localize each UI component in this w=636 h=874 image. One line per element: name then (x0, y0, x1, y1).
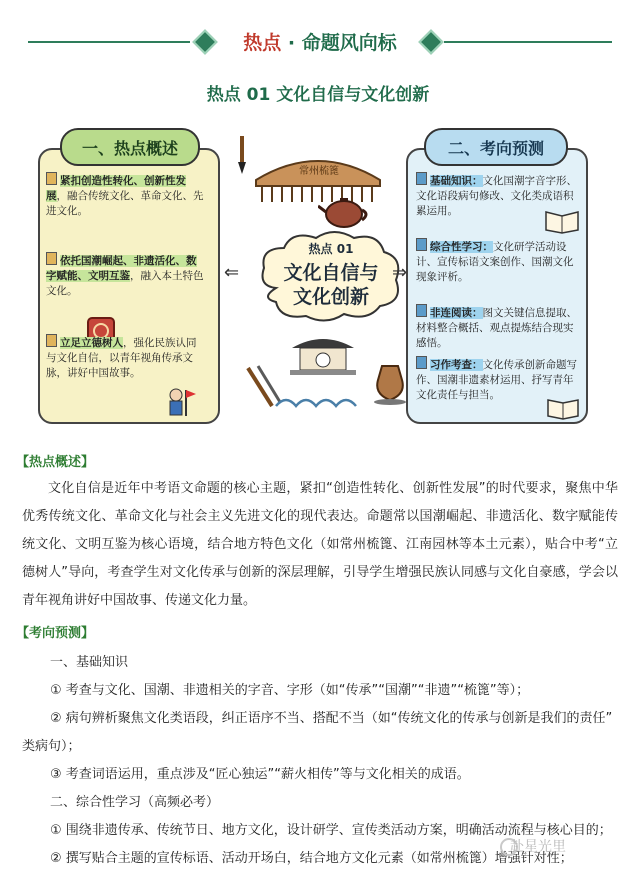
overview-item-3-text: ，强化民族认同与文化自信，以青年视角传承文脉，讲好中国故事。 (46, 337, 197, 379)
book-icon (544, 208, 580, 234)
forecast-item-3 (416, 304, 582, 351)
forecast-section-heading: 【考向预测】 (16, 626, 95, 641)
comb-caption: 常州梳篦 (299, 166, 339, 177)
arrow-right-icon: ⇒ (392, 262, 408, 283)
overview-paragraph: 文化自信是近年中考语文命题的核心主题，紧扣“创造性转化、创新性发展”的时代要求，聚焦中华优秀传统文化、革命文化与社会主义先进文化的现代表达。命题常以国潮崛起、非遗活化、数字赋能传统文化、文明互鉴为核心语境，结合地方特色文化（如常州梳篦、江南园林等本土元素），贴合中考“立德树人”导向，考查学生对文化传承与创新的深层理解，引导学生增强民族认同感与文化自豪感，学会以青年视角讲好中国故事、传递文化力量。 (22, 481, 618, 608)
forecast-item-4-text: 文化传承创新命题写作、国潮非遗素材运用、抒写青年文化责任与担当。 (416, 359, 577, 401)
scroll-icon (46, 172, 57, 185)
center-label-line2: 文化创新 (292, 286, 369, 308)
page-title (220, 28, 420, 55)
title-sep: · (287, 32, 296, 54)
center-label-line1: 文化自信与 (283, 262, 379, 284)
brush-icon (232, 134, 252, 174)
center-label-small: 热点 01 (308, 242, 354, 256)
forecast-item-2-highlight: 综合性学习： (430, 241, 493, 253)
overview-item-2-highlight: 依托国潮崛起、非遗活化、数字赋能、文明互鉴 (46, 255, 197, 282)
forecast-item-4-highlight: 习作考查： (430, 359, 483, 371)
overview-item-3 (46, 334, 206, 381)
drop-bullet-icon (416, 172, 427, 185)
overview-section-heading: 【热点概述】 (16, 455, 95, 470)
forecast-item-2 (416, 238, 582, 285)
forecast-basic-item-1: ① 考查与文化、国潮、非遗相关的字音、字形（如“传承”“国潮”“非遗”“梳篦”等）； (50, 683, 530, 698)
forecast-item-3-highlight: 非连阅读： (430, 307, 483, 319)
diamond-ornament-right-icon (418, 29, 443, 54)
arrow-left-icon: ⇐ (224, 262, 240, 283)
overview-item-1-text: ，融合传统文化、革命文化、先进文化。 (46, 190, 204, 217)
overview-item-1-highlight: 紧扣创造性转化、创新性发展 (46, 175, 186, 202)
pottery-icon (370, 360, 410, 406)
infographic (26, 128, 610, 428)
diamond-ornament-left-icon (192, 29, 217, 54)
header-rule-right (444, 41, 612, 43)
forecast-sub-comprehensive: 二、综合性学习（高频必考） (50, 795, 220, 810)
forecast-sub-basic: 一、基础知识 (50, 655, 129, 670)
forecast-item-1-highlight: 基础知识： (430, 175, 483, 187)
teapot-icon (318, 190, 370, 230)
drop-bullet-icon (416, 304, 427, 317)
overview-item-2-text: ，融入本土特色文化。 (46, 270, 204, 297)
topic-subtitle: 热点 01 文化自信与文化创新 (206, 85, 430, 105)
student-flag-icon (162, 386, 198, 418)
scroll-icon (46, 334, 57, 347)
forecast-comp-item-1: ① 围绕非遗传承、传统节日、地方文化，设计研学、宣传类活动方案，明确活动流程与核心目的； (50, 823, 612, 838)
pavilion-icon (288, 332, 358, 378)
drop-bullet-icon (416, 238, 427, 251)
forecast-item-2-text: 文化研学活动设计、宣传标语文案创作、国潮文化现象评析。 (416, 241, 574, 283)
forecast-basic-item-2-cont: 类病句）； (22, 739, 81, 754)
forecast-basic-item-3: ③ 考查词语运用，重点涉及“匠心独运”“薪火相传”等与文化相关的成语。 (50, 767, 470, 782)
drop-bullet-icon (416, 356, 427, 369)
forecast-basic-item-2: ② 病句辨析聚焦文化类语段，纠正语序不当、搭配不当（如“传统文化的传承与创新是我们的责任” (50, 711, 613, 726)
forecast-comp-item-2: ② 撰写贴合主题的宣传标语、活动开场白，结合地方文化元素（如常州梳篦）增强针对性； (50, 851, 573, 866)
forecast-item-3-text: 图文关键信息提取、材料整合概括、观点提炼结合现实感悟。 (416, 307, 577, 349)
scroll-icon (46, 252, 57, 265)
title-hot: 热点 (243, 32, 282, 54)
watermark-text: 赴星光里 (510, 839, 566, 855)
overview-item-1 (46, 172, 206, 219)
title-rest: 命题风向标 (301, 32, 397, 54)
header-rule-left (28, 41, 190, 43)
forecast-panel-heading: 二、考向预测 (424, 128, 568, 166)
wave-icon (274, 390, 364, 414)
forecast-item-1-text: 文化国潮字音字形、文化语段病句修改、文化类成语积累运用。 (416, 175, 577, 217)
book-icon (546, 396, 580, 420)
overview-item-2 (46, 252, 206, 299)
overview-panel-heading: 一、热点概述 (60, 128, 200, 166)
overview-item-3-highlight: 立足立德树人 (60, 337, 123, 349)
